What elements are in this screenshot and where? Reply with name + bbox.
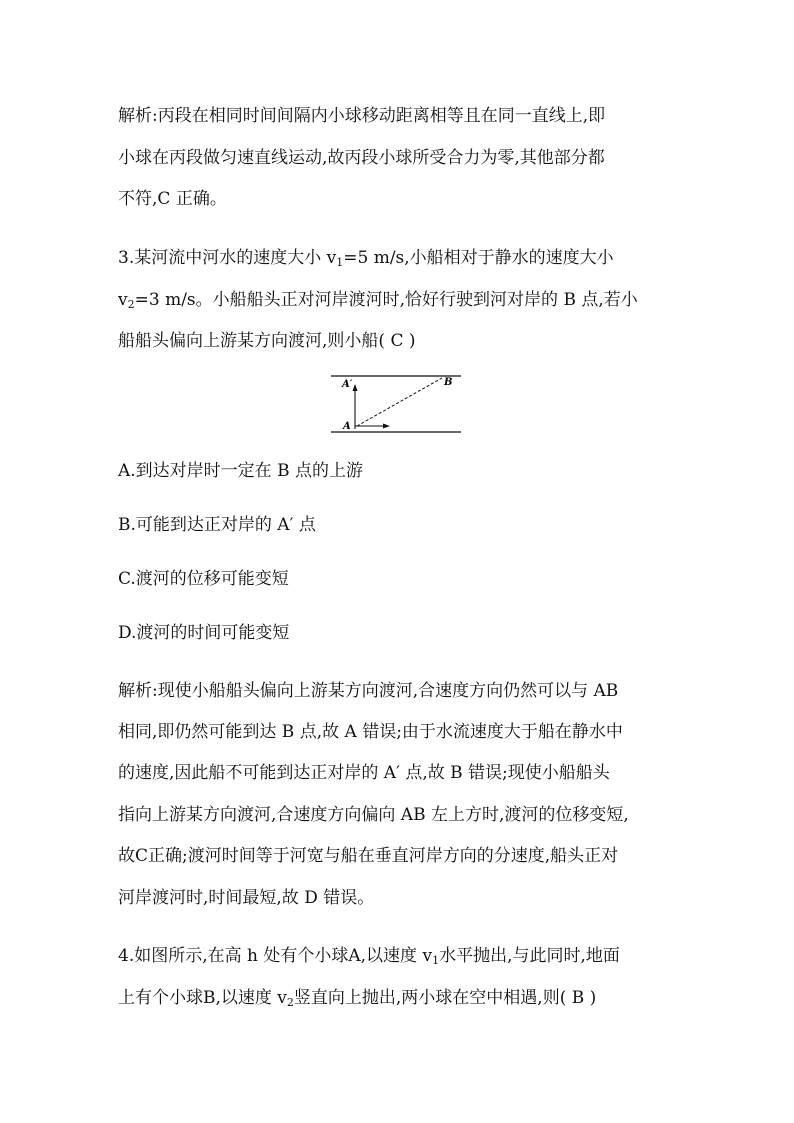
question-3-line-1 [118, 246, 614, 270]
q3-line-1-subscript: 1 [336, 256, 344, 269]
analysis-3-line-5: 故C正确;渡河时间等于河宽与船在垂直河岸方向的分速度,船头正对 [118, 846, 619, 866]
q3-line-1-text-a: 3.某河流中河水的速度大小 v [118, 248, 337, 268]
analysis-3-line-6: 河岸渡河时,时间最短,故 D 错误。 [118, 888, 375, 908]
option-b: B.可能到达正对岸的 A′ 点 [118, 515, 316, 535]
analysis-3-line-1: 解析:现使小船船头偏向上游某方向渡河,合速度方向仍然可以与 AB [118, 681, 619, 701]
option-d: D.渡河的时间可能变短 [118, 623, 290, 643]
question-3-line-2 [118, 288, 638, 312]
path-a-to-b-dashed [357, 378, 442, 426]
q4-line-2-text-a: 上有个小球B,以速度 v [118, 988, 287, 1008]
question-3-line-3: 船船头偏向上游某方向渡河,则小船( C ) [118, 331, 416, 351]
q4-line-1-text-b: 水平抛出,与此同时,地面 [439, 946, 620, 966]
question-4-line-2 [118, 986, 596, 1010]
analysis-1-line-2: 小球在丙段做匀速直线运动,故丙段小球所受合力为零,其他部分都 [118, 148, 605, 168]
option-c: C.渡河的位移可能变短 [118, 569, 289, 589]
q4-line-1-text-a: 4.如图所示,在高 h 处有个小球A,以速度 v [118, 946, 433, 966]
q3-line-2-text-a: v [118, 290, 128, 310]
q4-line-2-text-b: 竖直向上抛出,两小球在空中相遇,则( B ) [293, 988, 597, 1008]
analysis-3-line-3: 的速度,因此船不可能到达正对岸的 A′ 点,故 B 错误;现使小船船头 [118, 763, 610, 783]
water-velocity-arrowhead [383, 424, 390, 429]
label-b: B [444, 377, 453, 388]
q4-line-1-subscript: 1 [432, 954, 440, 967]
analysis-1-line-1: 解析:丙段在相同时间间隔内小球移动距离相等且在同一直线上,即 [118, 106, 606, 126]
analysis-3-line-4: 指向上游某方向渡河,合速度方向偏向 AB 左上方时,渡河的位移变短, [118, 805, 629, 825]
option-a: A.到达对岸时一定在 B 点的上游 [118, 461, 363, 481]
label-a-prime: A′ [342, 379, 353, 390]
river-crossing-figure [330, 370, 464, 436]
q4-line-2-subscript: 2 [286, 996, 294, 1009]
q3-line-2-subscript: 2 [127, 298, 135, 311]
boat-heading-arrowhead [353, 384, 358, 391]
label-a: A [343, 421, 351, 432]
analysis-3-line-2: 相同,即仍然可能到达 B 点,故 A 错误;由于水流速度大于船在静水中 [118, 722, 623, 742]
question-4-line-1 [118, 944, 620, 968]
q3-line-1-text-b: =5 m/s,小船相对于静水的速度大小 [343, 248, 614, 268]
analysis-1-line-3: 不符,C 正确。 [118, 189, 227, 209]
q3-line-2-text-b: =3 m/s。小船船头正对河岸渡河时,恰好行驶到河对岸的 B 点,若小 [134, 290, 638, 310]
